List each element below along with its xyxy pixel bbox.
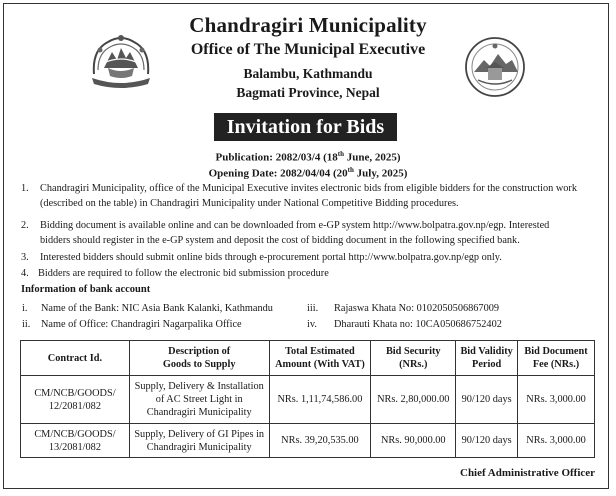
header-bid-validity: Bid Validity Period: [456, 341, 518, 376]
contract-id-cell: CM/NCB/GOODS/ 12/2081/082: [21, 376, 130, 424]
item-number: 1.: [21, 183, 29, 194]
publication-label: Publication:: [215, 151, 273, 164]
validity-cell: 90/120 days: [456, 424, 518, 458]
opening-date: [0, 166, 616, 180]
nepal-emblem-icon: [86, 30, 156, 92]
invitation-banner: Invitation for Bids: [214, 113, 397, 141]
fee-cell: NRs. 3,000.00: [518, 424, 595, 458]
item-1-line-2: (described on the table) in Chandragiri Municipality under National Competitive Bidding procedures.: [40, 198, 459, 209]
bank-row-num: iii.: [307, 303, 319, 314]
header-description: Description of Goods to Supply: [129, 341, 269, 376]
amount-cell: NRs. 39,20,535.00: [269, 424, 371, 458]
rajaswa-khata: Rajaswa Khata No: 0102050506867009: [334, 303, 500, 314]
header-bid-security: Bid Security (NRs.): [371, 341, 456, 376]
table-row: [21, 424, 595, 458]
item-number: 2.: [21, 220, 29, 231]
item-4-line-1: Bidders are required to follow the electronic bid submission procedure: [38, 268, 329, 279]
description-cell: Supply, Delivery of GI Pipes in Chandragiri Municipality: [129, 424, 269, 458]
publication-date: [0, 150, 616, 164]
opening-label: Opening Date:: [208, 167, 278, 180]
amount-cell: NRs. 1,11,74,586.00: [269, 376, 371, 424]
bank-row-num: ii.: [22, 319, 31, 330]
header-bid-fee: Bid Document Fee (NRs.): [518, 341, 595, 376]
item-1-line-1: Chandragiri Municipality, office of the Municipal Executive invites electronic bids from eligible bidders for the construction work: [40, 183, 578, 194]
security-cell: NRs. 90,000.00: [371, 424, 456, 458]
item-3-line-1: Interested bidders should submit online bids through e-procurement portal http://www.bolpatra.gov.np/egp only.: [40, 252, 502, 263]
opening-value: 2082/04/04 (20: [280, 167, 348, 180]
security-cell: NRs. 2,80,000.00: [371, 376, 456, 424]
municipality-title: Chandragiri Municipality: [189, 13, 427, 37]
fee-cell: NRs. 3,000.00: [518, 376, 595, 424]
item-number: 3.: [21, 252, 29, 263]
address-line-2: Bagmati Province, Nepal: [236, 85, 380, 100]
table-header-row: [21, 341, 595, 376]
opening-sup: th: [347, 166, 354, 174]
bank-row-num: i.: [22, 303, 28, 314]
dharauti-khata: Dharauti Khata no: 10CA050686752402: [334, 319, 502, 330]
publication-sup: th: [337, 150, 344, 158]
publication-value: 2082/03/4 (18: [275, 151, 338, 164]
publication-tail: June, 2025): [343, 151, 401, 164]
contract-id-cell: CM/NCB/GOODS/ 13/2081/082: [21, 424, 130, 458]
validity-cell: 90/120 days: [456, 376, 518, 424]
header-amount: Total Estimated Amount (With VAT): [269, 341, 371, 376]
address-line-1: Balambu, Kathmandu: [243, 66, 373, 81]
table-row: [21, 376, 595, 424]
signature-title: Chief Administrative Officer: [460, 467, 596, 479]
bank-row-num: iv.: [307, 319, 317, 330]
office-name: Name of Office: Chandragiri Nagarpalika Office: [41, 319, 242, 330]
description-cell: Supply, Delivery & Installation of AC Street Light in Chandragiri Municipality: [129, 376, 269, 424]
item-2-line-1: Bidding document is available online and can be downloaded from e-GP system http://www.bolpatra.gov.np/egp. Interested: [40, 220, 550, 231]
bank-name: Name of the Bank: NIC Asia Bank Kalanki, Kathmandu: [41, 303, 273, 314]
item-number: 4.: [21, 268, 29, 279]
bids-table: [20, 340, 595, 458]
office-title: Office of The Municipal Executive: [190, 41, 426, 58]
opening-tail: July, 2025): [353, 167, 408, 180]
item-2-line-2: bidders should register in the e-GP system and deposit the cost of bidding document in the following specified bank.: [40, 235, 520, 246]
header-contract-id: Contract Id.: [21, 341, 130, 376]
bank-heading: Information of bank account: [21, 284, 151, 295]
